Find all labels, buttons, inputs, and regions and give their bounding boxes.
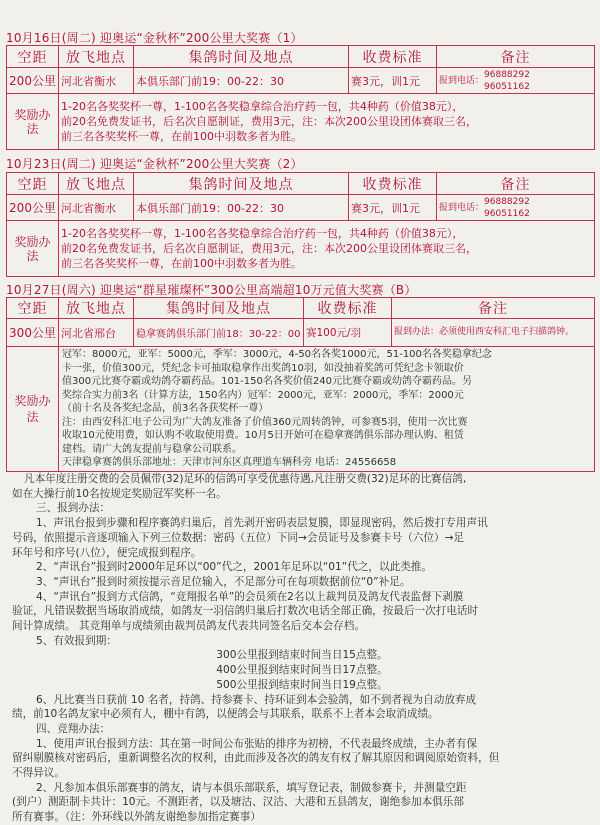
race2-phone2: 96051162 — [484, 208, 530, 219]
race2-award-line: 1-20名各奖奖杯一尊，1-100名各奖稳拿综合治疗药一包，共4种药（价值38元）， — [61, 227, 464, 240]
header-notes: 备注 — [437, 46, 595, 68]
race3-location: 河北省邢台 — [59, 319, 134, 347]
rules-line: 所有赛事。（注：外环线以外鸽友谢绝参加指定赛事） — [12, 811, 261, 824]
rules-line: 500公里报到结束时间当日19点整。 — [216, 678, 388, 691]
race1-title: 10月16日(周二) 迎奥运“金秋杯”200公里大奖赛（1） — [6, 31, 303, 45]
rules-line: 400公里报到结束时间当日17点整。 — [216, 664, 388, 677]
race3-award-line: 奖综合实力前3名（计算方法，150名内）冠军：2000元，亚军：2000元，季军：2000元 — [62, 389, 464, 401]
race3-award-line: 值300元比赛夺霸或幼鸽夺霸药品。101-150名各奖价值240元比赛夺霸或幼鸽夺霸药品。另 — [62, 376, 472, 387]
header-distance: 空距 — [7, 46, 59, 68]
rules-line: 不得异议。 — [12, 767, 65, 780]
header-fee: 收费标准 — [349, 173, 437, 195]
rules-line: 凡本年度注册交费的会员佩带(32)足环的信鸽可享受优惠待遇,凡注册交费(32)足环的比赛信鸽, — [24, 473, 467, 485]
race3-award-line: 卡一张，价值300元，凭纪念卡可抽取稳拿作出奖鸽10羽，如没抽着奖鸽可凭纪念卡领取价 — [62, 362, 464, 374]
race3-fee: 赛100元/羽 — [304, 319, 392, 347]
race3-table — [6, 297, 595, 472]
race3-title: 10月27日(周六) 迎奥运“群星璀璨杯”300公里高端超10万元值大奖赛（B） — [6, 283, 417, 297]
race1-award-line: 前20名免费发证书，后名次自愿制证，费用3元，注：本次200公里设团体赛取三名， — [61, 115, 477, 128]
header-collection: 集鸽时间及地点 — [134, 298, 304, 319]
race1-location: 河北省衡水 — [59, 68, 134, 94]
rules-line: 6、凡比赛当日获前 10 名者，持鸽、持参赛卡、持环证到本会验鸽，如不到者视为自动放弃成 — [36, 693, 477, 706]
rules-line: (到户）测距制卡共计：10元。不测距者，以及塘沽、汉沽、大港和五县鸽友，谢绝参加本俱乐部 — [12, 796, 464, 809]
race1-table — [6, 45, 595, 150]
header-collection: 集鸽时间及地点 — [134, 46, 349, 68]
rules-text — [12, 472, 592, 825]
race1-award-text — [59, 94, 595, 150]
race3-award-line: 收取10元使用费，如认购不收取使用费。10月5日开始可在稳拿赛鸽俱乐部办理认购、租赁 — [62, 430, 464, 441]
race3-award-text — [59, 347, 595, 472]
race3-collect: 稳拿赛鸽俱乐部门前18：30-22：00 — [134, 319, 304, 347]
race3-note: 报到办法：必须使用西安科汇电子扫描鸽钟。 — [392, 319, 595, 347]
race3-award-line: 注：由西安科汇电子公司为广大鸽友准备了价值360元周转鸽钟，可参赛5羽，使用一次比赛 — [62, 416, 468, 428]
race3-award-line: （前十名及各奖纪念品，前3名各获奖杯一尊） — [62, 403, 269, 414]
header-notes: 备注 — [392, 298, 595, 319]
race3-award-line: 建档。请广大鸽友提前与稳拿公司联系。 — [62, 443, 242, 455]
rules-line: 留纠剔膜核对密码后，重新调整名次的权利，由此而涉及各次的鸽友有权了解其原因和调阅原始资料，但 — [12, 752, 500, 765]
rules-line: 如在大操行前10名按规定奖励冠军奖杯一名。 — [12, 487, 227, 500]
header-release-site: 放飞地点 — [59, 173, 134, 195]
race2-phone1: 96888292 — [484, 196, 530, 207]
race1-phone2: 96051162 — [484, 81, 530, 92]
header-fee: 收费标准 — [349, 46, 437, 68]
header-notes: 备注 — [437, 173, 595, 195]
header-distance: 空距 — [7, 298, 59, 319]
race3-award-label: 奖励办法 — [7, 347, 59, 472]
rules-line: 绩，前10名鸽友家中必须有人，棚中有鸽，以便鸽会与其联系，联系不上者本会取消成绩。 — [12, 708, 439, 721]
header-release-site: 放飞地点 — [59, 46, 134, 68]
header-distance: 空距 — [7, 173, 59, 195]
race1-phone — [437, 68, 595, 94]
race2-location: 河北省衡水 — [59, 195, 134, 221]
race2-phone-label: 报到电话： — [439, 202, 485, 213]
race2-table — [6, 172, 595, 277]
rules-line: 2、凡参加本俱乐部赛事的鸽友，请与本俱乐部联系，填写登记表，制做参赛卡，并测量空距 — [36, 781, 467, 794]
rules-line: 1、声讯台报到步骤和程序赛鸽归巢后，首先剥开密码表层复膜，即显现密码，然后拨打专用声讯 — [36, 517, 488, 530]
rules-line: 4、“声讯台”报到方式信鸽，“竞翔报名单”的会员须在2名以上裁判员及鸽友代表监督下剥膜 — [36, 590, 464, 603]
race2-distance: 200公里 — [7, 195, 59, 221]
rules-line: 2、“声讯台”报到时2000年足环以“00”代之，2001年足环以“01”代之，以此类推。 — [36, 561, 432, 574]
rules-line: 间计算成绩。 其竞翔单与成绩须由裁判员鸽友代表共同签名后交本会存档。 — [12, 620, 365, 633]
race2-award-line: 前20名免费发证书，后名次自愿制证，费用3元，注：本次200公里设团体赛取三名， — [61, 242, 477, 255]
race1-collect: 本俱乐部门前19：00-22：30 — [134, 68, 349, 94]
race2-award-line: 前三名各奖奖杯一尊，在前100中羽数多者为胜。 — [61, 257, 302, 270]
race2-award-label: 奖励办法 — [7, 221, 59, 277]
race1-distance: 200公里 — [7, 68, 59, 94]
header-collection: 集鸽时间及地点 — [134, 173, 349, 195]
race1-award-line: 前三名各奖奖杯一尊，在前100中羽数多者为胜。 — [61, 130, 302, 143]
race2-title: 10月23日(周二) 迎奥运“金秋杯”200公里大奖赛（2） — [6, 157, 303, 171]
rules-line: 5、有效报到期： — [36, 634, 117, 647]
race2-collect: 本俱乐部门前19：00-22：30 — [134, 195, 349, 221]
rules-line: 1、使用声讯台报到方法：其在第一时间公布张贴的排序为初榜，不代表最终成绩，主办者有保 — [36, 737, 478, 750]
race2-phone — [437, 195, 595, 221]
rules-line: 号码，依照提示音逐项输入下列三位数据：密码（五位）下同→会员证号及参赛卡号（六位）→足 — [12, 531, 465, 544]
race3-award-line: 冠军：8000元，亚军：5000元，季军：3000元，4-50名各奖1000元，51-100名各奖稳拿纪念 — [62, 349, 492, 360]
race1-award-label: 奖励办法 — [7, 94, 59, 150]
race1-phone1: 96888292 — [484, 69, 530, 80]
header-release-site: 放飞地点 — [59, 298, 134, 319]
rules-line: 300公里报到结束时间当日15点整。 — [216, 649, 388, 662]
section-heading: 四、竞翔办法： — [36, 722, 111, 735]
race1-award-line: 1-20名各奖奖杯一尊，1-100名各奖稳拿综合治疗药一包，共4种药（价值38元）， — [61, 100, 464, 113]
race1-phone-label: 报到电话： — [439, 75, 485, 86]
rules-line: 验证，凡错误数据当场取消成绩，如鸽友一羽信鸽归巢后打数次电话全部正确，按最后一次打电话时 — [12, 605, 479, 618]
section-heading: 三、报到办法： — [36, 502, 111, 515]
race2-award-text — [59, 221, 595, 277]
race3-distance: 300公里 — [7, 319, 59, 347]
header-fee: 收费标准 — [304, 298, 392, 319]
rules-line: 3、“声讯台”报到时须按提示音足位输入，不足部分可在每项数据前位“0”补足。 — [36, 575, 411, 588]
race1-fee: 赛3元，训1元 — [349, 68, 437, 94]
race3-award-line: 天津稳拿赛鸽俱乐部地址：天津市河东区真理道车辆科旁 电话：24556658 — [62, 457, 397, 468]
rules-line: 环年号和序号(八位），便完成报到程序。 — [12, 546, 202, 559]
race2-fee: 赛3元，训1元 — [349, 195, 437, 221]
